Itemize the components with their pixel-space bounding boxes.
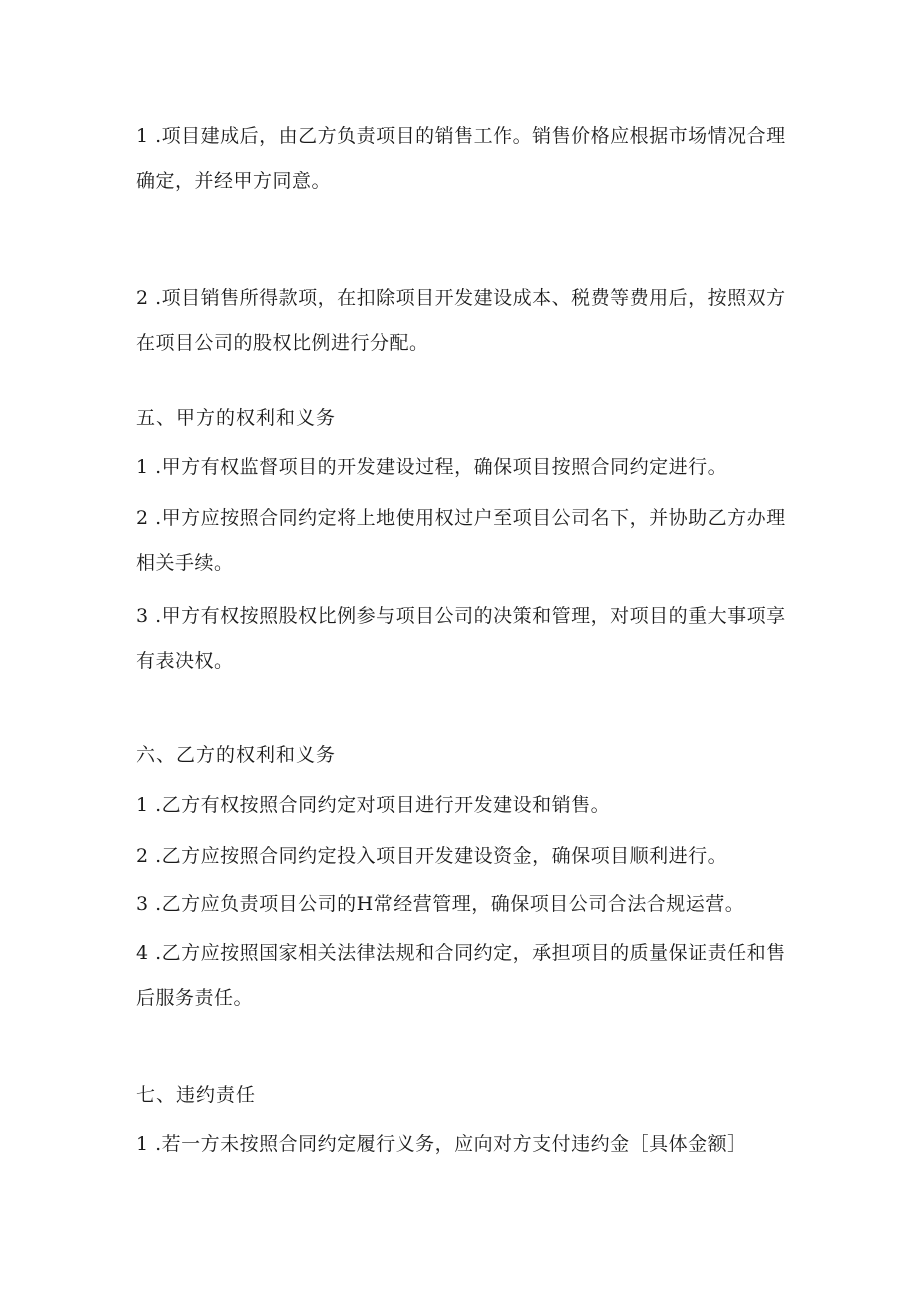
party-a-clause-1: 1 .甲方有权监督项目的开发建设过程，确保项目按照合同约定进行。 <box>136 456 728 478</box>
party-b-clause-1: 1 .乙方有权按照合同约定对项目进行开发建设和销售。 <box>136 794 611 816</box>
sales-clause-2: 2 .项目销售所得款项，在扣除项目开发建设成本、税费等费用后，按照双方在项目公司的股权比例进行分配。 <box>136 287 786 354</box>
party-b-clause-4: 4 .乙方应按照国家相关法律法规和合同约定，承担项目的质量保证责任和售后服务责任。 <box>136 942 786 1009</box>
sales-clause-1: 1 .项目建成后，由乙方负责项目的销售工作。销售价格应根据市场情况合理确定，并经甲方同意。 <box>136 125 786 192</box>
party-a-clause-2: 2 .甲方应按照合同约定将上地使用权过户至项目公司名下，并协助乙方办理相关手续。 <box>136 507 786 574</box>
party-b-clause-3: 3 .乙方应负责项目公司的H常经营管理，确保项目公司合法合规运营。 <box>136 893 745 915</box>
section-heading-breach: 七、违约责任 <box>136 1084 257 1106</box>
breach-clause-1: 1 .若一方未按照合同约定履行义务，应向对方支付违约金［具体金额］ <box>136 1133 747 1155</box>
section-heading-party-b: 六、乙方的权利和义务 <box>136 744 337 766</box>
party-b-clause-2: 2 .乙方应按照合同约定投入项目开发建设资金，确保项目顺利进行。 <box>136 845 728 867</box>
section-heading-party-a: 五、甲方的权利和义务 <box>136 407 337 429</box>
party-a-clause-3: 3 .甲方有权按照股权比例参与项目公司的决策和管理，对项目的重大事项享有表决权。 <box>136 605 786 672</box>
